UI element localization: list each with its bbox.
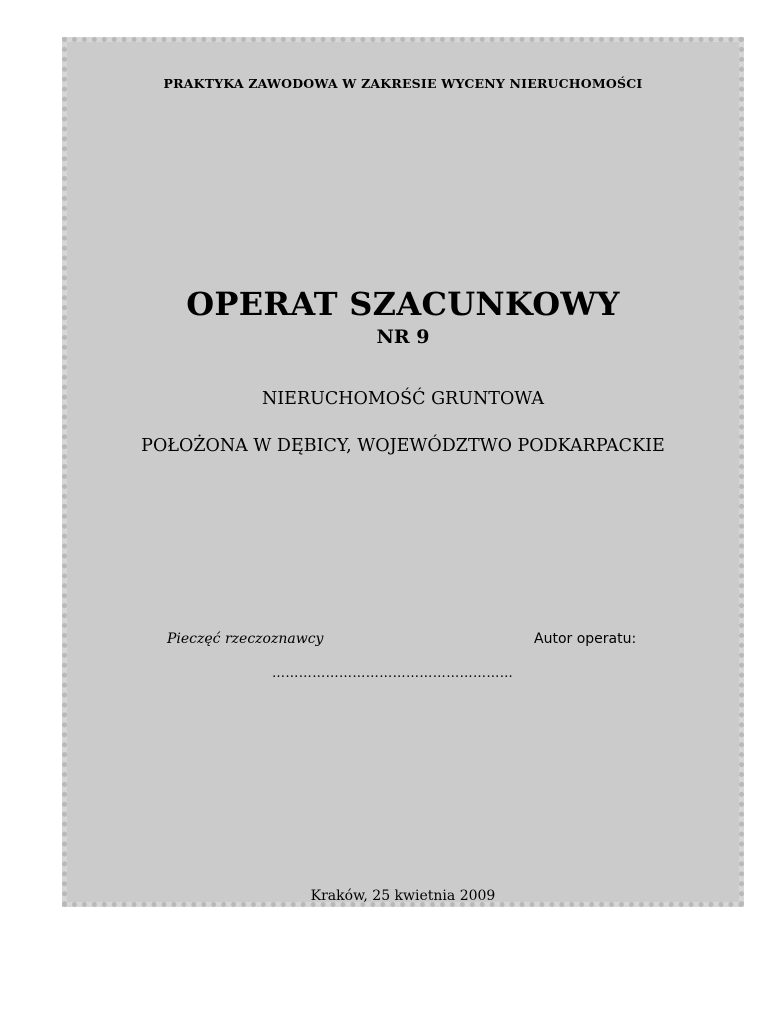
document-title: OPERAT SZACUNKOWY [186,285,620,323]
signature-line: ……………………………………………… [272,666,514,681]
author-label: Autor operatu: [534,631,637,647]
property-location: POŁOŻONA W DĘBICY, WOJEWÓDZTWO PODKARPACKIE [141,436,665,456]
document-number: NR 9 [376,326,430,348]
cover-page [62,37,744,907]
document-header: PRAKTYKA ZAWODOWA W ZAKRESIE WYCENY NIERUCHOMOŚCI [163,76,643,91]
property-type: NIERUCHOMOŚĆ GRUNTOWA [261,389,545,409]
place-date: Kraków, 25 kwietnia 2009 [310,888,496,904]
stamp-label: Pieczęć rzeczoznawcy [167,631,324,647]
